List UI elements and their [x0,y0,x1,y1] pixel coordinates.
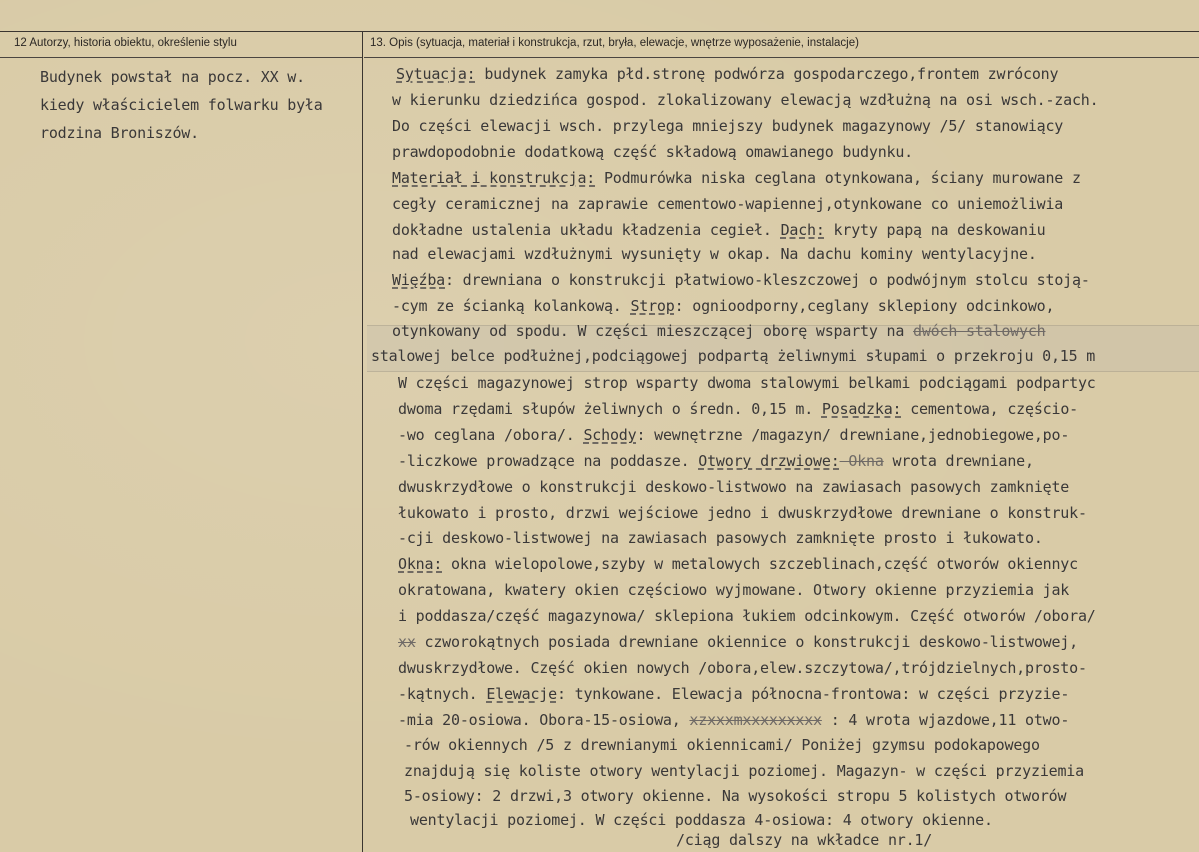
heading-strop: Strop [630,297,675,315]
desc-line-19: -cji deskowo-listwowej na zawiasach pasowych zamknięte prosto i łukowato. [398,529,1043,547]
desc-line-27: -rów okiennych /5 z drewnianymi okiennicami/ Poniżej gzymsu podokapowego [404,736,1040,754]
desc-line-12: stalowej belce podłużnej,podciągowej podpartą żeliwnymi słupami o przekroju 0,15 m [371,347,1096,365]
desc-line-2: w kierunku dziedzińca gospod. zlokalizowany elewacją wzdłużną na osi wsch.-zach. [392,91,1099,109]
desc-line-24: dwuskrzydłowe. Część okien nowych /obora,elew.szczytowa/,trójdzielnych,prosto- [398,659,1087,677]
desc-line-6: cegły ceramicznej na zaprawie cementowo-wapiennej,otynkowane co uniemożliwia [392,195,1064,213]
header-rule-right [364,57,1199,58]
desc-line-7 [392,221,1046,239]
text-span: -wo ceglana /obora/. [398,426,584,444]
desc-line-1 [396,65,1058,83]
text-span: -liczkowe prowadzące na poddasze. [398,452,699,470]
desc-line-13: W części magazynowej strop wsparty dwoma stalowymi belkami podciągami podpartyc [398,374,1096,392]
left-line-2: kiedy właścicielem folwarku była [40,96,323,114]
heading-wiezba: Więźba [392,271,445,289]
desc-line-5 [392,169,1081,187]
desc-line-9 [392,271,1090,289]
text-span: -cym ze ścianką kolankową. [392,297,631,315]
desc-line-26 [398,711,1069,729]
desc-line-11 [392,322,1045,340]
text-span: : ognioodporny,ceglany sklepiony odcinkowo, [674,297,1055,315]
text-span: okna wielopolowe,szyby w metalowych szczeblinach,część otworów okiennyc [442,555,1078,573]
text-span: cementowa, częścio- [901,400,1078,418]
desc-line-10 [392,297,1054,315]
desc-line-14 [398,400,1078,418]
desc-line-16 [398,452,1034,470]
text-span: dwoma rzędami słupów żeliwnych o średn. 0,15 m. [398,400,822,418]
header-description: 13. Opis (sytuacja, materiał i konstrukcja, rzut, bryła, elewacje, wnętrze wyposażenie, instalacje) [370,37,859,49]
struck-text: dwóch stalowych [913,322,1046,340]
desc-line-17: dwuskrzydłowe o konstrukcji deskowo-listwowo na zawiasach pasowych zamknięte [398,478,1070,496]
heading-sytuacja: Sytuacja: [396,65,476,83]
left-line-3: rodzina Broniszów. [40,124,199,142]
desc-line-18: łukowato i prosto, drzwi wejściowe jedno i dwuskrzydłowe drewniane o konstruk- [398,504,1087,522]
text-span: -mia 20-osiowa. Obora-15-osiowa, [398,711,690,729]
heading-material: Materiał i konstrukcja: [392,169,596,187]
desc-line-8: nad elewacjami wzdłużnymi wysunięty w okap. Na dachu kominy wentylacyjne. [392,245,1037,263]
text-span: wrota drewniane, [883,452,1034,470]
header-rule-left [0,57,363,58]
left-line-1: Budynek powstał na pocz. XX w. [40,68,305,86]
continuation-note: /ciąg dalszy na wkładce nr.1/ [676,831,933,849]
desc-line-23 [398,633,1078,651]
desc-line-15 [398,426,1069,444]
text-span: otynkowany od spodu. W części mieszczącej oborę wsparty na [392,322,914,340]
desc-line-21: okratowana, kwatery okien częściowo wyjmowane. Otwory okienne przyziemia jak [398,581,1070,599]
heading-elewacje: Elewacje [486,685,557,703]
text-span: czworokątnych posiada drewniane okiennice o konstrukcji deskowo-listwowej, [415,633,1078,651]
desc-line-3: Do części elewacji wsch. przylega mniejszy budynek magazynowy /5/ stanowiący [392,117,1064,135]
top-rule [0,31,1199,32]
text-span: : drewniana o konstrukcji płatwiowo-kleszczowej o podwójnym stolcu stoją- [445,271,1090,289]
heading-okna: Okna: [398,555,443,573]
text-span: budynek zamyka płd.stronę podwórza gospodarczego,frontem zwrócony [475,65,1059,83]
header-authors-history: 12 Autorzy, historia obiektu, określenie stylu [14,37,237,49]
text-span: Podmurówka niska ceglana otynkowana, ściany murowane z [595,169,1081,187]
text-span: -kątnych. [398,685,487,703]
desc-line-22: i poddasza/część magazynowa/ sklepiona łukiem odcinkowym. Część otworów /obora/ [398,607,1096,625]
text-span: : 4 wrota wjazdowe,11 otwo- [821,711,1070,729]
heading-posadzka: Posadzka: [821,400,902,418]
text-span: : wewnętrzne /magazyn/ drewniane,jednobiegowe,po- [636,426,1070,444]
heading-otwory-drzwiowe: Otwory drzwiowe: [698,452,840,470]
heading-dach: Dach: [780,221,825,239]
struck-text: Okna [839,452,884,470]
text-span: dokładne ustalenia układu kładzenia cegieł. [392,221,781,239]
desc-line-29: 5-osiowy: 2 drzwi,3 otwory okienne. Na wysokości stropu 5 kolistych otworów [404,787,1067,805]
desc-line-25 [398,685,1069,703]
text-span: kryty papą na deskowaniu [824,221,1046,239]
heading-schody: Schody [583,426,637,444]
column-divider [362,31,363,852]
desc-line-28: znajdują się koliste otwory wentylacji poziomej. Magazyn- w części przyziemia [404,762,1084,780]
desc-line-30: wentylacji poziomej. W części poddasza 4-osiowa: 4 otwory okienne. [410,811,993,829]
struck-text: xx [398,633,416,651]
struck-text: xzxxxmxxxxxxxxx [689,711,822,729]
desc-line-20 [398,555,1078,573]
text-span: : tynkowane. Elewacja północna-frontowa: w części przyzie- [556,685,1070,703]
desc-line-4: prawdopodobnie dodatkową część składową omawianego budynku. [392,143,914,161]
